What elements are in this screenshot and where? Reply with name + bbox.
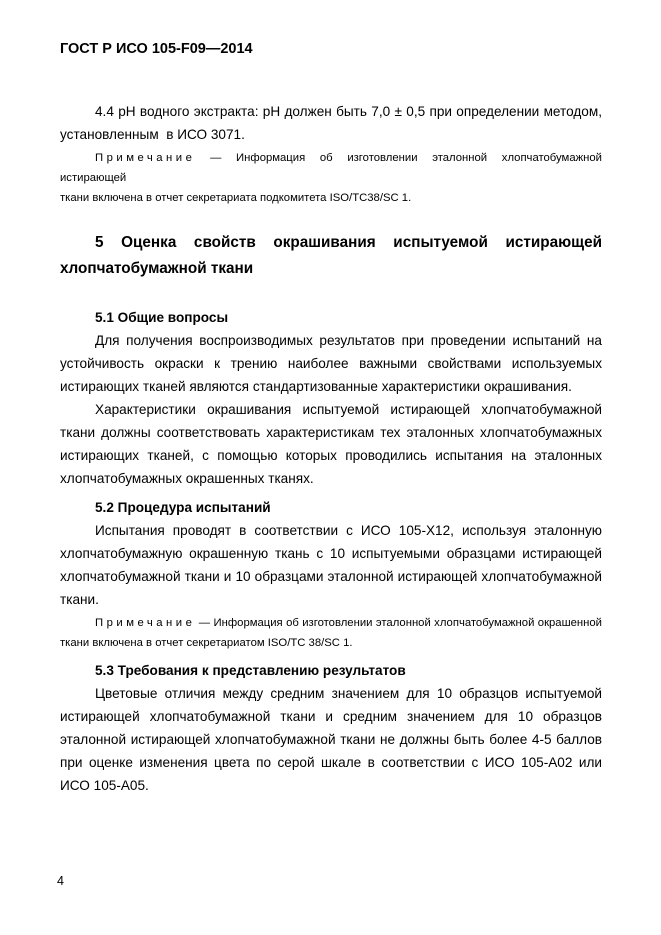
text-line: истирающих тканей, с помощью которых проводились испытания на эталонных [60, 448, 602, 463]
text-line: Цветовые отличия между средним значением для 10 образцов испытуемой [95, 686, 602, 701]
text-line: ткани включена в отчет секретариатом ISO/TC 38/SC 1. [60, 637, 353, 649]
note-text: — Информация об изготовлении эталонной хлопчатобумажной окрашенной [195, 617, 602, 629]
running-header: ГОСТ Р ИСО 105-F09—2014 [60, 41, 253, 57]
clause-4-4-paragraph [60, 100, 602, 146]
text-line: Для получения воспроизводимых результатов при проведении испытаний на [95, 333, 602, 348]
text-line: Характеристики окрашивания испытуемой истирающей хлопчатобумажной [95, 402, 602, 417]
note-text: — Информация об изготовлении эталонной хлопчатобумажной истирающей [60, 152, 606, 184]
text-line: Испытания проводят в соответствии с ИСО 105-Х12, используя эталонную [95, 523, 602, 538]
text-line: эталонной истирающей хлопчатобумажной ткани не должны быть более 4-5 баллов [60, 732, 602, 747]
text-line: хлопчатобумажной ткани и 10 образцами эталонной истирающей хлопчатобумажной [60, 569, 602, 584]
text-line: ИСО 105-А05. [60, 778, 149, 793]
text-line: истирающих тканей являются стандартизованные характеристики окрашивания. [60, 379, 572, 394]
paragraph-5-2 [60, 519, 602, 611]
text-line: истирающей хлопчатобумажной ткани и средним значением для 10 образцов [60, 709, 602, 724]
text-line: 4.4 pH водного экстракта: pH должен быть 7,0 ± 0,5 при определении методом, [95, 104, 602, 119]
heading-5-3: 5.3 Требования к представлению результатов [95, 663, 406, 678]
heading-5-2: 5.2 Процедура испытаний [95, 500, 271, 515]
paragraph-5-1-a [60, 329, 602, 398]
text-line: при оценке изменения цвета по серой шкале в соответствии с ИСО 105-А02 или [60, 755, 602, 770]
heading-line: хлопчатобумажной ткани [60, 260, 254, 277]
text-line: устойчивость окраски к трению наиболее важными свойствами используемых [60, 356, 602, 371]
heading-line: 5 Оценка свойств окрашивания испытуемой истирающей [95, 234, 602, 251]
text-line: ткани включена в отчет секретариата подкомитета ISO/TC38/SC 1. [60, 192, 412, 204]
text-line: хлопчатобумажную окрашенную ткань с 10 испытуемыми образцами истирающей [60, 546, 602, 561]
paragraph-5-1-b [60, 398, 602, 490]
text-line: ткани. [60, 592, 99, 607]
text-line: установленным в ИСО 3071. [60, 127, 245, 142]
section-5-heading [60, 230, 602, 282]
text-line [60, 148, 606, 188]
heading-5-1: 5.1 Общие вопросы [95, 310, 229, 325]
text-line [60, 613, 602, 633]
page-number: 4 [57, 874, 64, 888]
paragraph-5-3 [60, 682, 602, 797]
text-line: ткани должны соответствовать характеристикам тех эталонных хлопчатобумажных [60, 425, 602, 440]
note-1 [60, 148, 606, 208]
note-label: Примечание [95, 617, 196, 629]
note-2 [60, 613, 602, 653]
page-content [60, 40, 606, 797]
text-line: хлопчатобумажных окрашенных тканях. [60, 471, 314, 486]
note-label: Примечание [95, 152, 196, 164]
